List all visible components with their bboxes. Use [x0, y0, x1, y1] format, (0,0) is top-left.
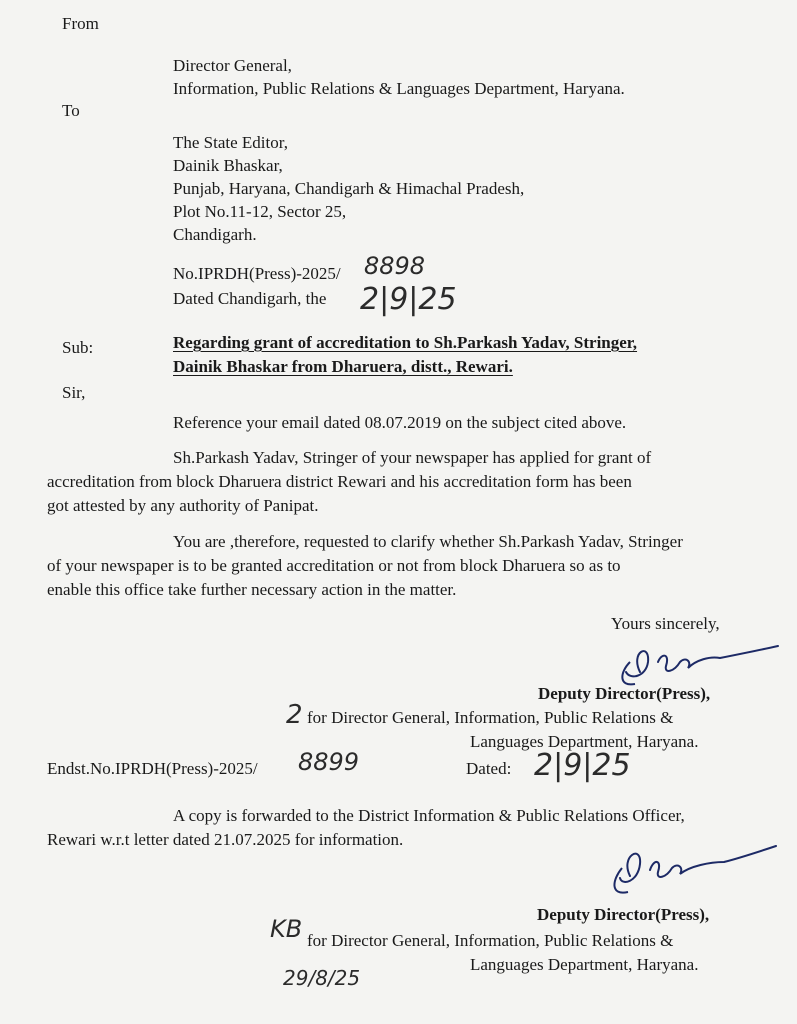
signature-2-line-2: Languages Department, Haryana.: [470, 955, 699, 974]
signature-1-line-1: for Director General, Information, Public Relations &: [307, 708, 674, 727]
paragraph-2-line-1: Sh.Parkash Yadav, Stringer of your newspaper has applied for grant of: [173, 448, 652, 467]
signature-1-initial-mark: 2: [286, 700, 303, 730]
signature-2-designation: Deputy Director(Press),: [537, 905, 710, 924]
from-line-1: Director General,: [173, 56, 292, 75]
from-label: From: [62, 14, 99, 33]
paragraph-3-line-3: enable this office take further necessary action in the matter.: [47, 580, 457, 599]
to-line-3: Punjab, Haryana, Chandigarh & Himachal Pradesh,: [173, 179, 525, 198]
reference-number: No.IPRDH(Press)-2025/: [173, 264, 341, 283]
to-label: To: [62, 101, 80, 120]
dated-handwritten: 2|9|25: [360, 282, 457, 317]
paragraph-1: Reference your email dated 08.07.2019 on the subject cited above.: [173, 413, 627, 432]
dated-line: Dated Chandigarh, the: [173, 289, 327, 308]
reference-number-handwritten: 8898: [364, 252, 426, 280]
from-line-2: Information, Public Relations & Languages Department, Haryana.: [173, 79, 625, 98]
signature-2-initials-date: 29/8/25: [283, 966, 361, 990]
to-line-1: The State Editor,: [173, 133, 288, 152]
signature-1-line-2: Languages Department, Haryana.: [470, 732, 699, 751]
to-line-4: Plot No.11-12, Sector 25,: [173, 202, 347, 221]
copy-line-1: A copy is forwarded to the District Information & Public Relations Officer,: [173, 806, 685, 825]
to-line-5: Chandigarh.: [173, 225, 257, 244]
paragraph-2-line-3: got attested by any authority of Panipat.: [47, 496, 319, 515]
salutation: Sir,: [62, 383, 86, 402]
subject-line-1: Regarding grant of accreditation to Sh.Parkash Yadav, Stringer,: [173, 333, 638, 352]
endorsement-number-handwritten: 8899: [298, 748, 360, 776]
endorsement-dated-label: Dated:: [466, 759, 512, 778]
signature-1-image: [600, 632, 780, 692]
signature-2-line-1: for Director General, Information, Public Relations &: [307, 931, 674, 950]
closing: Yours sincerely,: [611, 614, 720, 633]
subject-label: Sub:: [62, 338, 94, 357]
signature-2-initials: KB: [270, 915, 303, 943]
to-line-2: Dainik Bhaskar,: [173, 156, 283, 175]
paragraph-3-line-2: of your newspaper is to be granted accreditation or not from block Dharuera so as to: [47, 556, 621, 575]
copy-line-2: Rewari w.r.t letter dated 21.07.2025 for information.: [47, 830, 404, 849]
subject-line-2: Dainik Bhaskar from Dharuera, distt., Rewari.: [173, 357, 513, 376]
paragraph-2-line-2: accreditation from block Dharuera district Rewari and his accreditation form has been: [47, 472, 632, 491]
endorsement-dated-handwritten: 2|9|25: [534, 748, 631, 783]
paragraph-3-line-1: You are ,therefore, requested to clarify whether Sh.Parkash Yadav, Stringer: [173, 532, 683, 551]
signature-2-image: [600, 836, 780, 906]
endorsement-number: Endst.No.IPRDH(Press)-2025/: [47, 759, 258, 778]
signature-1-designation: Deputy Director(Press),: [538, 684, 711, 703]
